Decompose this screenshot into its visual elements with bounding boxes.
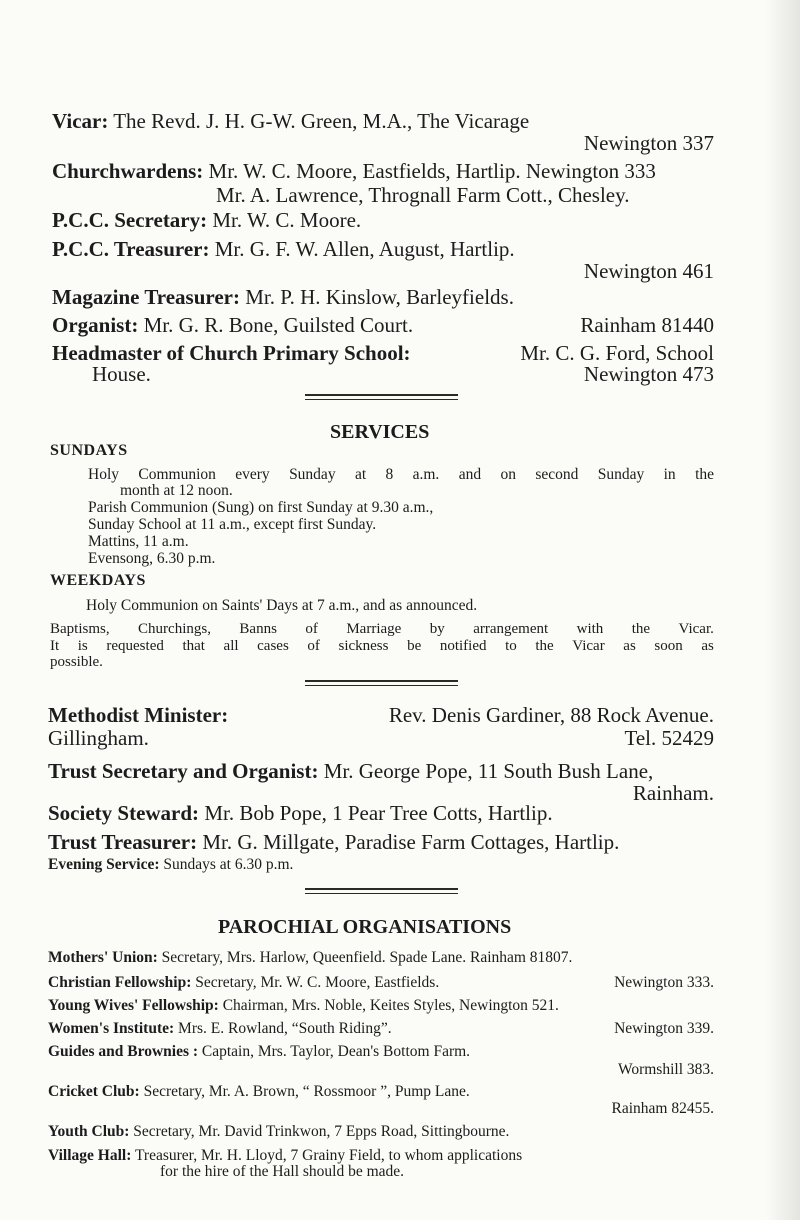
churchwardens-text-1: Mr. W. C. Moore, Eastfields, Hartlip. Newington 333	[208, 159, 656, 183]
vicar-label: Vicar:	[52, 109, 109, 133]
methodist-minister-text-2: Gillingham.	[48, 726, 149, 750]
org-guides-brownies-tel: Wormshill 383.	[617, 1061, 714, 1078]
pcc-treasurer-line	[52, 237, 515, 262]
pcc-treasurer-tel: Newington 461	[583, 259, 714, 283]
churchwardens-line	[52, 159, 656, 184]
trust-secretary-text: Mr. George Pope, 11 South Bush Lane,	[323, 759, 654, 783]
org-young-wives-label: Young Wives' Fellowship:	[48, 997, 219, 1014]
trust-secretary-line	[48, 759, 653, 784]
organist-line	[52, 313, 413, 338]
org-christian-fellowship-label: Christian Fellowship:	[48, 974, 192, 991]
sundays-heading: SUNDAYS	[50, 442, 128, 459]
note-line-2	[50, 638, 714, 655]
trust-treasurer-text: Mr. G. Millgate, Paradise Farm Cottages, Hartlip.	[202, 830, 620, 854]
sunday-line-6: Evensong, 6.30 p.m.	[88, 550, 216, 567]
pcc-secretary-line	[52, 208, 361, 233]
headmaster-text-2: House.	[92, 362, 151, 386]
org-cricket-club-label: Cricket Club:	[48, 1083, 140, 1100]
evening-service-label: Evening Service:	[48, 856, 160, 873]
divider-3	[305, 888, 458, 894]
organist-label: Organist:	[52, 313, 139, 337]
vicar-text: The Revd. J. H. G-W. Green, M.A., The Vicarage	[113, 109, 530, 133]
headmaster-text: Mr. C. G. Ford, School	[520, 341, 714, 365]
org-young-wives	[48, 997, 559, 1015]
methodist-minister-text: Rev. Denis Gardiner, 88 Rock Avenue.	[388, 703, 714, 727]
pcc-treasurer-label: P.C.C. Treasurer:	[52, 237, 210, 261]
org-youth-club-text: Secretary, Mr. David Trinkwon, 7 Epps Road, Sittingbourne.	[133, 1123, 510, 1140]
society-steward-label: Society Steward:	[48, 801, 200, 825]
note-line-3: possible.	[50, 654, 103, 670]
org-christian-fellowship-text: Secretary, Mr. W. C. Moore, Eastfields.	[195, 974, 440, 991]
society-steward-line	[48, 801, 553, 826]
org-village-hall-text-2: for the hire of the Hall should be made.	[160, 1163, 405, 1180]
org-youth-club	[48, 1123, 509, 1141]
evening-service-text: Sundays at 6.30 p.m.	[163, 856, 294, 873]
organisations-heading: PAROCHIAL ORGANISATIONS	[218, 916, 512, 938]
org-guides-brownies	[48, 1043, 470, 1061]
organist-tel: Rainham 81440	[580, 313, 714, 337]
methodist-minister-line	[48, 703, 714, 728]
headmaster-label: Headmaster of Church Primary School:	[52, 341, 411, 365]
org-christian-fellowship-tel: Newington 333.	[614, 974, 714, 991]
org-womens-institute	[48, 1020, 392, 1038]
sunday-line-5: Mattins, 11 a.m.	[88, 533, 189, 550]
org-guides-brownies-label: Guides and Brownies :	[48, 1043, 199, 1060]
evening-service-line	[48, 856, 293, 874]
trust-treasurer-label: Trust Treasurer:	[48, 830, 198, 854]
sunday-line-4: Sunday School at 11 a.m., except first Sunday.	[88, 516, 377, 533]
magazine-treasurer-line	[52, 285, 514, 310]
org-village-hall-text: Treasurer, Mr. H. Lloyd, 7 Grainy Field, to whom applications	[134, 1147, 523, 1164]
org-youth-club-label: Youth Club:	[48, 1123, 130, 1140]
note-line-2-text: It is requested that all cases of sickness be notified to the Vicar as soon as	[50, 638, 714, 654]
org-mothers-union-text: Secretary, Mrs. Harlow, Queenfield. Spade Lane. Rainham 81807.	[161, 949, 573, 966]
page-edge-shadow	[766, 0, 800, 1220]
churchwardens-text-2: Mr. A. Lawrence, Thrognall Farm Cott., Chesley.	[216, 183, 630, 207]
org-womens-institute-tel: Newington 339.	[614, 1020, 714, 1037]
org-cricket-club	[48, 1083, 470, 1101]
org-cricket-club-text: Secretary, Mr. A. Brown, “ Rossmoor ”, Pump Lane.	[143, 1083, 470, 1100]
note-line-1	[50, 621, 714, 638]
sunday-line-1-text: Holy Communion every Sunday at 8 a.m. and on second Sunday in the	[88, 466, 714, 483]
org-mothers-union	[48, 949, 572, 967]
note-line-1-text: Baptisms, Churchings, Banns of Marriage by arrangement with the Vicar.	[50, 621, 714, 637]
pcc-treasurer-text: Mr. G. F. W. Allen, August, Hartlip.	[214, 237, 515, 261]
headmaster-tel: Newington 473	[583, 362, 714, 386]
org-womens-institute-text: Mrs. E. Rowland, “South Riding”.	[178, 1020, 392, 1037]
divider-2	[305, 680, 458, 686]
trust-secretary-text-2: Rainham.	[632, 781, 714, 805]
magazine-treasurer-text: Mr. P. H. Kinslow, Barleyfields.	[245, 285, 514, 309]
org-womens-institute-label: Women's Institute:	[48, 1020, 175, 1037]
divider-1	[305, 394, 458, 400]
magazine-treasurer-label: Magazine Treasurer:	[52, 285, 240, 309]
organist-text: Mr. G. R. Bone, Guilsted Court.	[143, 313, 414, 337]
org-village-hall-label: Village Hall:	[48, 1147, 132, 1164]
org-young-wives-text: Chairman, Mrs. Noble, Keites Styles, Newington 521.	[222, 997, 559, 1014]
sunday-line-2: month at 12 noon.	[120, 482, 233, 499]
vicar-line	[52, 109, 529, 134]
org-mothers-union-label: Mothers' Union:	[48, 949, 158, 966]
pcc-secretary-label: P.C.C. Secretary:	[52, 208, 208, 232]
trust-treasurer-line	[48, 830, 619, 855]
churchwardens-label: Churchwardens:	[52, 159, 204, 183]
weekdays-heading: WEEKDAYS	[50, 572, 146, 589]
weekdays-text: Holy Communion on Saints' Days at 7 a.m., and as announced.	[86, 597, 478, 614]
pcc-secretary-text: Mr. W. C. Moore.	[212, 208, 362, 232]
services-heading: SERVICES	[330, 421, 430, 443]
vicar-tel: Newington 337	[583, 131, 714, 155]
sunday-line-3: Parish Communion (Sung) on first Sunday at 9.30 a.m.,	[88, 499, 434, 516]
methodist-minister-tel: Tel. 52429	[624, 726, 714, 750]
society-steward-text: Mr. Bob Pope, 1 Pear Tree Cotts, Hartlip.	[204, 801, 553, 825]
trust-secretary-label: Trust Secretary and Organist:	[48, 759, 319, 783]
methodist-minister-label: Methodist Minister:	[48, 703, 229, 727]
org-guides-brownies-text: Captain, Mrs. Taylor, Dean's Bottom Farm.	[201, 1043, 471, 1060]
org-christian-fellowship	[48, 974, 439, 992]
org-cricket-club-tel: Rainham 82455.	[611, 1100, 714, 1117]
